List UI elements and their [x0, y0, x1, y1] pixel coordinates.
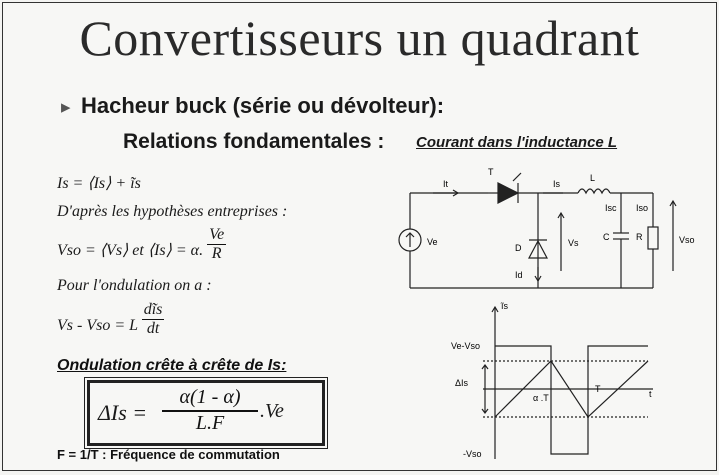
pour-text: Pour l'ondulation on a :: [57, 277, 212, 294]
bullet-arrow-icon: ▸: [61, 97, 71, 118]
ripple-waveform-graph: [443, 299, 683, 469]
formula-rhs: .Ve: [260, 400, 284, 422]
equation-vs: [57, 301, 164, 338]
circuit-label-It: It: [443, 179, 449, 189]
formula-fraction: [162, 386, 258, 435]
slide: [2, 2, 717, 471]
circuit-label-Isc: Isc: [605, 203, 617, 213]
circuit-label-T: T: [488, 167, 494, 177]
equation-vso: [57, 226, 226, 263]
formula-den: L.F: [195, 412, 225, 434]
hypotheses-text: D'après les hypothèses entreprises :: [57, 203, 288, 220]
circuit-label-Id: Id: [515, 270, 523, 280]
circuit-label-Vso: Vso: [679, 235, 695, 245]
courant-heading: Courant dans l'inductance L: [416, 134, 618, 151]
equation-vso-num: Ve: [209, 226, 225, 243]
graph-label-T: T: [595, 384, 601, 394]
subtitle: Hacheur buck (série ou dévolteur):: [81, 93, 445, 118]
graph-label-delta-is: ΔIs: [455, 378, 469, 388]
slide-title: Convertisseurs un quadrant: [79, 10, 640, 66]
formula-num: α(1 - α): [162, 386, 258, 412]
circuit-label-R: R: [636, 232, 643, 242]
graph-label-t: t: [649, 389, 652, 399]
circuit-label-L: L: [590, 173, 596, 183]
equation-vs-num: dĩs: [143, 301, 163, 318]
equation-vs-den: dt: [146, 320, 160, 337]
equation-vso-left: Vso = ⟨Vs⟩ et ⟨Is⟩ = α.: [57, 242, 204, 260]
circuit-label-D: D: [515, 243, 522, 253]
equation-vso-den: R: [211, 245, 222, 262]
graph-label-ve-vso: Ve-Vso: [451, 341, 481, 351]
relations-heading: Relations fondamentales :: [123, 130, 385, 153]
formula-lhs: ΔIs =: [98, 400, 148, 425]
circuit-label-Is: Is: [553, 179, 561, 189]
circuit-label-Iso: Iso: [636, 203, 649, 213]
equation-vs-left: Vs - Vso = L: [57, 317, 138, 335]
graph-label-alpha-t: α .T: [533, 393, 549, 403]
circuit-label-Ve: Ve: [427, 237, 438, 247]
graph-label-minus-vso: -Vso: [463, 449, 482, 459]
buck-circuit-diagram: [393, 163, 703, 298]
graph-y-axis-label: ĩs: [501, 301, 509, 311]
equation-is: Is = ⟨Is⟩ + ĩs: [57, 175, 141, 192]
formula-box: [87, 380, 325, 446]
circuit-label-Vs: Vs: [568, 238, 579, 248]
frequence-text: F = 1/T : Fréquence de commutation: [57, 447, 280, 462]
ondulation-title: Ondulation crête à crête de Is:: [57, 357, 287, 374]
circuit-label-C: C: [603, 232, 610, 242]
